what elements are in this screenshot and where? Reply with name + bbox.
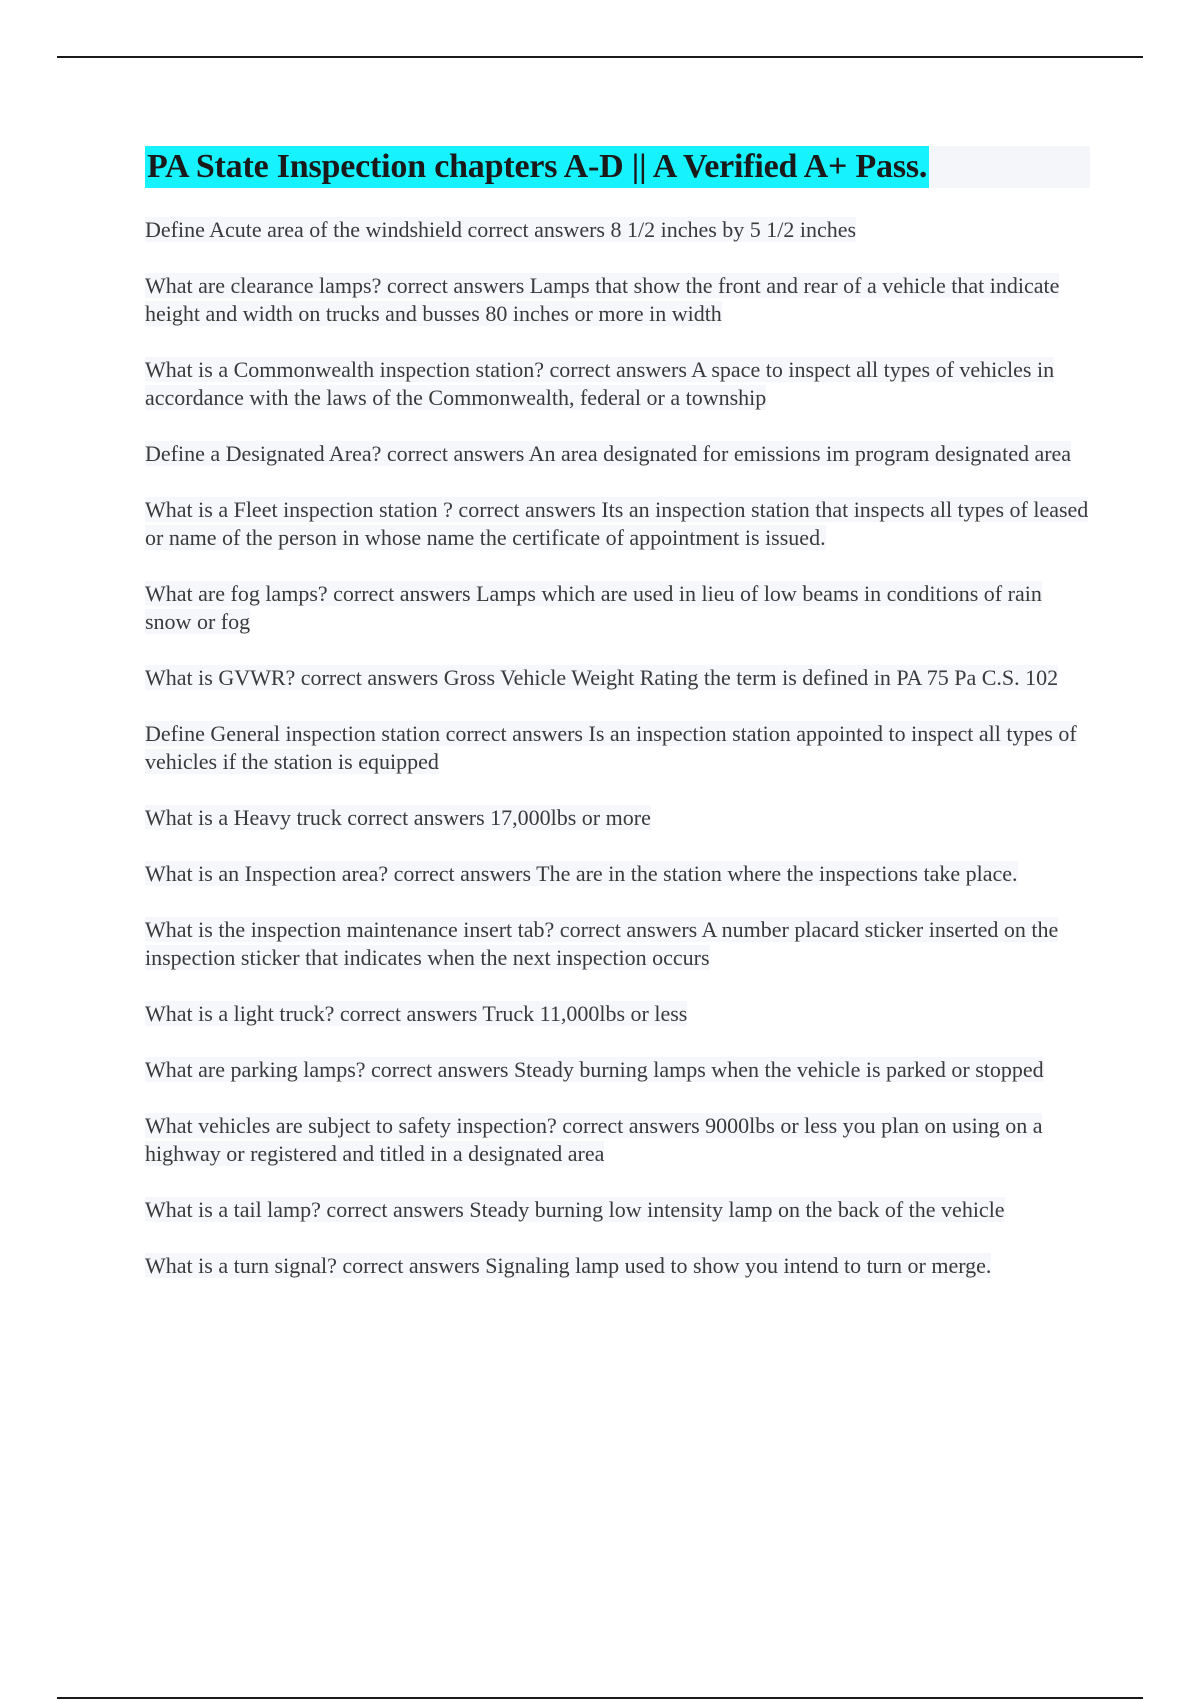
qa-item <box>145 916 1090 972</box>
document-body <box>145 146 1090 1308</box>
qa-text: Define a Designated Area? correct answers An area designated for emissions im program designated area <box>145 441 1072 466</box>
qa-text: What is a light truck? correct answers Truck 11,000lbs or less <box>145 1001 688 1026</box>
qa-item <box>145 1252 1090 1280</box>
title-band <box>145 146 1090 188</box>
qa-item <box>145 1196 1090 1224</box>
qa-item <box>145 804 1090 832</box>
qa-text: What are clearance lamps? correct answers Lamps that show the front and rear of a vehicle that indicate height and width on trucks and busses 80 inches or more in width <box>145 273 1060 326</box>
qa-list <box>145 216 1090 1280</box>
qa-text: Define Acute area of the windshield correct answers 8 1/2 inches by 5 1/2 inches <box>145 217 857 242</box>
qa-text: What is the inspection maintenance insert tab? correct answers A number placard sticker inserted on the inspection sticker that indicates when the next inspection occurs <box>145 917 1059 970</box>
qa-text: What are parking lamps? correct answers Steady burning lamps when the vehicle is parked or stopped <box>145 1057 1044 1082</box>
qa-item <box>145 580 1090 636</box>
qa-text: What is a turn signal? correct answers Signaling lamp used to show you intend to turn or merge. <box>145 1253 992 1278</box>
qa-text: What is a tail lamp? correct answers Steady burning low intensity lamp on the back of the vehicle <box>145 1197 1005 1222</box>
qa-item <box>145 1112 1090 1168</box>
qa-text: What is a Commonwealth inspection station? correct answers A space to inspect all types of vehicles in accordance with the laws of the Commonwealth, federal or a township <box>145 357 1055 410</box>
qa-text: What is GVWR? correct answers Gross Vehicle Weight Rating the term is defined in PA 75 Pa C.S. 102 <box>145 665 1059 690</box>
qa-item <box>145 496 1090 552</box>
qa-item <box>145 664 1090 692</box>
bottom-rule <box>57 1697 1143 1699</box>
qa-item <box>145 216 1090 244</box>
qa-text: What is a Heavy truck correct answers 17,000lbs or more <box>145 805 651 830</box>
qa-item <box>145 440 1090 468</box>
qa-item <box>145 272 1090 328</box>
qa-text: What are fog lamps? correct answers Lamps which are used in lieu of low beams in conditions of rain snow or fog <box>145 581 1042 634</box>
qa-item <box>145 356 1090 412</box>
qa-item <box>145 720 1090 776</box>
qa-item <box>145 1000 1090 1028</box>
qa-item <box>145 860 1090 888</box>
qa-text: What is an Inspection area? correct answers The are in the station where the inspections take place. <box>145 861 1018 886</box>
qa-item <box>145 1056 1090 1084</box>
qa-text: Define General inspection station correct answers Is an inspection station appointed to inspect all types of vehicles if the station is equipped <box>145 721 1077 774</box>
qa-text: What is a Fleet inspection station ? correct answers Its an inspection station that inspects all types of leased or name of the person in whose name the certificate of appointment is issued. <box>145 497 1089 550</box>
document-title: PA State Inspection chapters A-D || A Verified A+ Pass. <box>145 146 929 188</box>
top-rule <box>57 56 1143 58</box>
qa-text: What vehicles are subject to safety inspection? correct answers 9000lbs or less you plan on using on a highway or registered and titled in a designated area <box>145 1113 1043 1166</box>
